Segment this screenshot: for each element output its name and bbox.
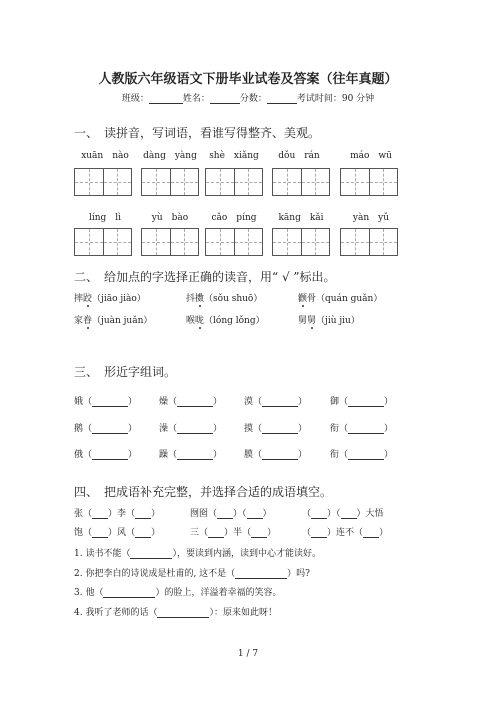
reading-item: 喉咙（lóng lǒng） — [186, 316, 265, 326]
word-item[interactable]: 躁（ ） — [159, 450, 223, 460]
writing-grid[interactable] — [340, 168, 398, 196]
idiom-item[interactable]: 张（ ）李（ ） — [74, 509, 161, 519]
word-item[interactable]: 衔（ ） — [330, 450, 394, 460]
pinyin: xuān nào — [81, 151, 129, 161]
pinyin: dǒu rán — [278, 151, 320, 161]
question-1[interactable]: 1. 读书不能（ ），要读到内涵，读到中心才能读好。 — [74, 549, 321, 559]
reading-item: 抖擞（sǒu shuō） — [186, 294, 263, 304]
page-title: 人教版六年级语文下册毕业试卷及答案（往年真题） — [98, 72, 398, 87]
section-4-title: 四、 把成语补充完整，并选择合适的成语填空。 — [74, 485, 333, 499]
writing-grid[interactable] — [272, 168, 330, 196]
reading-item: 家眷（juàn juǎn） — [74, 316, 153, 326]
writing-grid[interactable] — [205, 168, 263, 196]
name-label: 姓名： — [182, 94, 210, 104]
pinyin: yàn yǔ — [352, 213, 390, 223]
question-3[interactable]: 3. 他（ ）的脸上，洋溢着幸福的笑容。 — [74, 588, 282, 598]
page-number: 1 / 7 — [237, 649, 259, 659]
reading-item: 舅舅（jiù jiu） — [298, 316, 360, 326]
word-item[interactable]: 摸（ ） — [244, 424, 308, 434]
word-item[interactable]: 俄（ ） — [74, 450, 138, 460]
time-label: 考试时间：90 分钟 — [296, 94, 375, 104]
writing-grid[interactable] — [141, 168, 199, 196]
reading-item: 颧骨（quán guǎn） — [298, 294, 383, 304]
idiom-item[interactable]: 囫囵（ ）（ ） — [190, 509, 272, 519]
section-1-title: 一、 读拼音，写词语，看谁写得整齐、美观。 — [74, 126, 321, 140]
pinyin: kāng kǎi — [278, 213, 324, 223]
pinyin: dàng yàng — [143, 151, 197, 161]
writing-grid[interactable] — [205, 228, 263, 256]
score-label: 分数： — [239, 94, 267, 104]
pinyin: líng lì — [88, 213, 122, 223]
writing-grid[interactable] — [272, 228, 330, 256]
section-3-title: 三、 形近字组词。 — [74, 365, 177, 379]
writing-grid[interactable] — [74, 168, 132, 196]
idiom-item[interactable]: （ ）连不（ ） — [302, 528, 389, 538]
pinyin: yù bào — [151, 213, 189, 223]
idiom-item[interactable]: （ ）（ ）大悟 — [302, 509, 384, 519]
question-4[interactable]: 4. 我听了老师的话（ ）：原来如此呀！ — [74, 608, 277, 618]
word-item[interactable]: 娥（ ） — [74, 397, 138, 407]
word-item[interactable]: 漠（ ） — [244, 397, 308, 407]
writing-grid[interactable] — [141, 228, 199, 256]
word-item[interactable]: 澡（ ） — [159, 424, 223, 434]
reading-item: 摔跤（jiāo jiào） — [74, 294, 146, 304]
pinyin: cǎo píng — [211, 213, 257, 223]
section-2-title: 二、 给加点的字选择正确的读音，用“ √ ”标出。 — [74, 270, 336, 284]
word-item[interactable]: 御（ ） — [330, 397, 394, 407]
idiom-item[interactable]: 三（ ）半（ ） — [190, 528, 277, 538]
student-info-line — [0, 91, 496, 104]
question-2[interactable]: 2. 你把李白的诗说成是杜甫的, 这不是（ ）吗? — [74, 569, 310, 579]
pinyin: máo wū — [350, 151, 392, 161]
name-blank[interactable] — [210, 94, 240, 104]
word-item[interactable]: 衔（ ） — [330, 424, 394, 434]
writing-grid[interactable] — [74, 228, 132, 256]
idiom-item[interactable]: 饱（ ）风（ ） — [74, 528, 161, 538]
class-blank[interactable] — [149, 94, 183, 104]
writing-grid[interactable] — [340, 228, 398, 256]
word-item[interactable]: 鹅（ ） — [74, 424, 138, 434]
word-item[interactable]: 膜（ ） — [244, 450, 308, 460]
word-item[interactable]: 燥（ ） — [159, 397, 223, 407]
class-label: 班级： — [121, 94, 149, 104]
score-blank[interactable] — [267, 94, 297, 104]
pinyin: shè xiǎng — [209, 151, 259, 161]
